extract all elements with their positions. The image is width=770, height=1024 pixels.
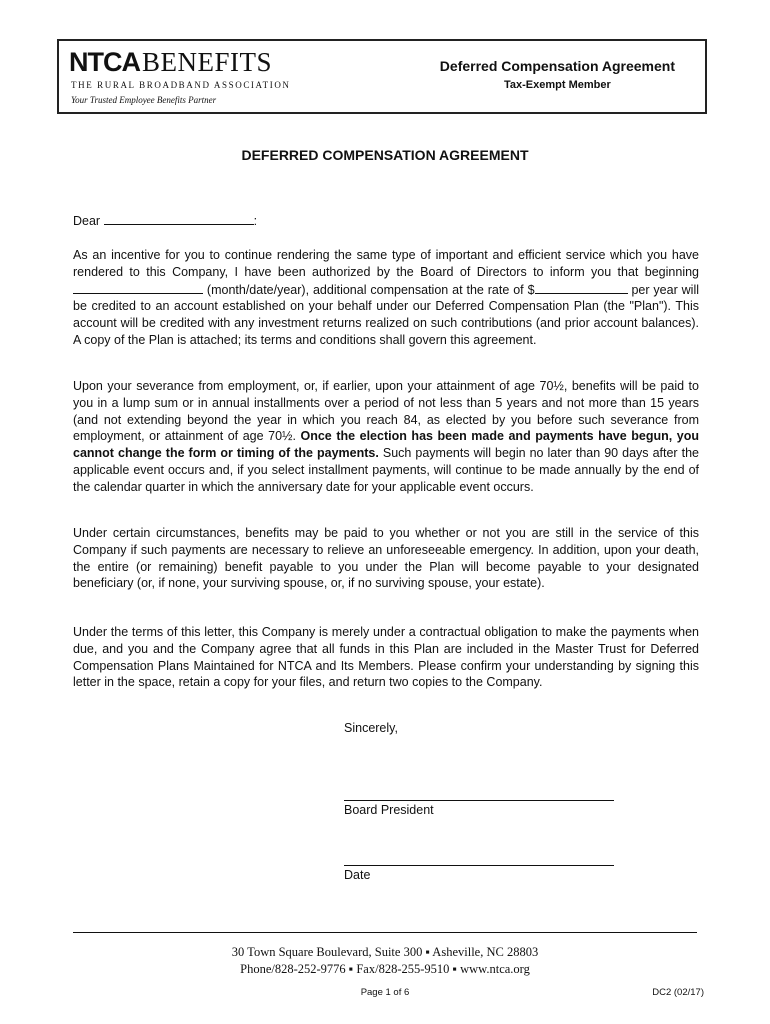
- closing: Sincerely,: [344, 721, 398, 735]
- paragraph-3-text: Under certain circumstances, benefits may be paid to you whether or not you are still in the service of this Company if such payments are necessary to relieve an unforeseeable emergency. In addition, upon your death, the entire (or remaining) benefit payable to you under the Plan will become payable to your designated beneficiary (or, if none, your surviving spouse, or, if no surviving spouse, your estate).: [73, 526, 699, 591]
- paragraph-1-text-b: (month/date/year), additional compensation at the rate of: [206, 282, 524, 297]
- footer-address-line-1: 30 Town Square Boulevard, Suite 300 ▪ Asheville, NC 28803: [231, 945, 539, 959]
- logo-wordmark: [69, 47, 272, 77]
- currency-symbol: $: [527, 282, 535, 297]
- paragraph-3: [73, 525, 699, 592]
- paragraph-2: [73, 378, 699, 496]
- footer-address: [0, 944, 770, 978]
- footer-divider: [73, 932, 697, 933]
- document-title-block: [440, 57, 675, 93]
- paragraph-1-text-a: As an incentive for you to continue rendering the same type of important and efficient service which you have rendered to this Company, I have been authorized by the Board of Directors to inform you that beginning: [73, 248, 699, 279]
- paragraph-2-text-b: Such payments will begin no later than 90 days after the applicable event occurs and, if you select installment payments, will continue to be made annually by the end of the calendar quarter in which the anniversary date for your applicable event occurs.: [73, 446, 699, 494]
- signature-line[interactable]: [344, 800, 614, 801]
- salutation: [73, 212, 699, 230]
- signature-label: Board President: [344, 803, 434, 817]
- ntca-benefits-logo: [69, 47, 309, 111]
- date-line[interactable]: [344, 865, 614, 866]
- form-code: DC2 (02/17): [652, 987, 704, 998]
- recipient-name-blank[interactable]: [104, 212, 254, 225]
- logo-tagline: Your Trusted Employee Benefits Partner: [71, 95, 217, 105]
- header-box: [57, 39, 707, 114]
- paragraph-2-bold: Once the election has been made and payments have begun, you cannot change the form or timing of the payments.: [73, 429, 699, 461]
- document-subtitle: Tax-Exempt Member: [504, 79, 611, 91]
- paragraph-1: [73, 247, 699, 349]
- logo-benefits: BENEFITS: [142, 47, 273, 77]
- paragraph-4-text: Under the terms of this letter, this Company is merely under a contractual obligation to make the payments when due, and you and the Company agree that all funds in this Plan are included in the Master Trust for Deferred Compensation Plans Maintained for NTCA and Its Members. Please confirm your understanding by signing this letter in the space, retain a copy for your files, and return two copies to the Company.: [73, 625, 699, 690]
- start-date-blank[interactable]: [73, 281, 203, 294]
- salutation-colon: :: [253, 214, 258, 228]
- footer-address-line-2: Phone/828-252-9776 ▪ Fax/828-255-9510 ▪ www.ntca.org: [240, 962, 530, 976]
- document-title: Deferred Compensation Agreement: [439, 58, 675, 74]
- date-label: Date: [344, 868, 371, 882]
- page-number: Page 1 of 6: [360, 987, 410, 998]
- logo-ntca: NTCA: [69, 47, 140, 77]
- compensation-amount-blank[interactable]: [535, 281, 628, 294]
- paragraph-2-text-a: Upon your severance from employment, or, if earlier, upon your attainment of age 70½, benefits will be paid to you in a lump sum or in annual installments over a period of not less than 5 years and not more than 15 years (and not extending beyond the year in which you reach 84, as elected by you before such severance from employment, or attainment of age 70½.: [73, 379, 699, 444]
- salutation-dear: Dear: [73, 214, 101, 228]
- main-heading: DEFERRED COMPENSATION AGREEMENT: [241, 147, 529, 163]
- paragraph-4: [73, 624, 699, 691]
- paragraph-1-text-c: per year will be credited to an account established on your behalf under our Deferred Compensation Plan (the "Plan"). This account will be credited with any investment returns realized on such contributions (and prior account balances). A copy of the Plan is attached; its terms and conditions shall govern this agreement.: [73, 282, 700, 347]
- logo-subtitle: THE RURAL BROADBAND ASSOCIATION: [71, 80, 291, 90]
